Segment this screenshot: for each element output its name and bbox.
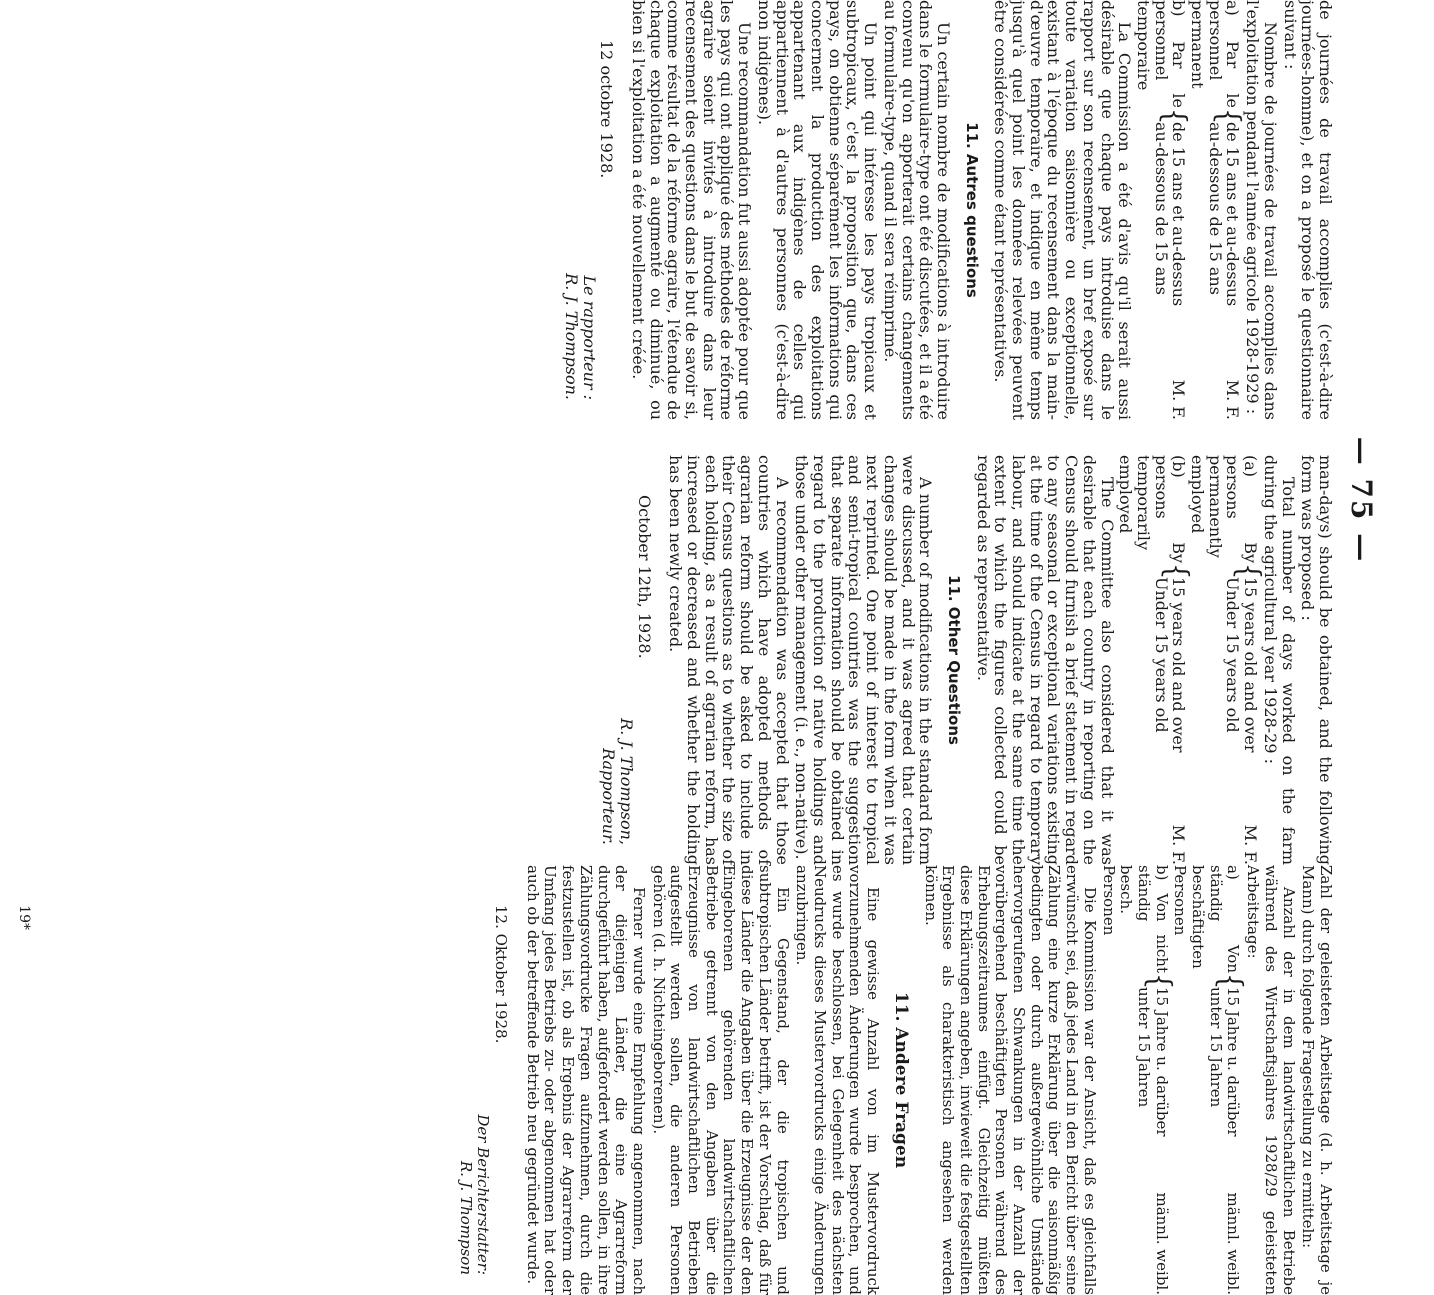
de-form-item-b: b) Von nicht ständig besch. Personen { 15 Jahre u. darüber männl. weibl. unter 15 Jahren	[1099, 865, 1177, 1295]
fr-section-heading: 11. Autres questions	[962, 122, 981, 298]
de-paragraph: Ein Gegenstand, der die tropischen und subtropischen Länder betrifft, ist der Vorschlag, daß für diese Länder die Angaben über die Erzeugnisse der den Eingeborenen gehörenden landwirtschaftlichen Betriebe getrennt von den Angaben über die Erzeugnisse von landwirtschaftlichen Betrieben aufgestellt werden sollen, die anderen Personen gehören (d. h. Nichteingeborenen).	[649, 865, 792, 1295]
english-column	[600, 455, 1334, 865]
fr-paragraph: Nombre de journées de travail accomplies dans l'exploitation pendant l'année agricole 1928-1929 :	[1243, 0, 1280, 420]
fr-paragraph: Une recommandation fut aussi adoptée pour que les pays qui ont appliqué des méthodes de réforme agraire soient invités à introduire dans leur recensement des questions dans le but de savoir si, comme résultat de la réforme agraire, l'étendue de chaque exploitation a augmenté ou diminué, ou bien si l'exploitation a été nouvellement créée.	[628, 0, 755, 420]
en-section-heading: 11. Other Questions	[944, 575, 963, 745]
de-form-item-a: a) Von ständig beschäftigten Personen { 15 Jahre u. darüber männl. weibl. unter 15 Jahren	[1171, 865, 1249, 1295]
fr-signature: 12 octobre 1928. Le rapporteur : R. J. Thompson.	[561, 40, 617, 400]
de-section-heading: 11. Andere Fragen	[890, 991, 911, 1169]
german-column	[456, 865, 1334, 1295]
en-form-item-b: (b) By persons temporarily employed { 15 years old and over M. F. Under 15 years old	[1116, 455, 1195, 865]
de-signature: 12. Oktober 1928. Der Berichterstatter: R. J. Thompson	[456, 905, 511, 1275]
de-paragraph: Ferner wurde eine Empfehlung angenommen, nach der diejenigen Länder, die eine Agrarreform durchgeführt haben, aufgefordert werden sollen, in ihre Zählungsvordrucke Fragen aufzunehmen, durch die festzustellen ist, ob als Ergebnis der Agrarreform der Umfang jedes Betriebs zu- oder abgenommen hat oder auch ob der betreffende Betrieb neu gegründet wurde.	[523, 865, 648, 1295]
fr-paragraph: de journées de travail accomplies (c'est-à-dire journées-homme), et on a proposé le questionnaire suivant :	[1280, 0, 1335, 420]
fr-paragraph: Un point qui intéresse les pays tropicaux et subtropicaux, c'est la proposition que, dans ces pays, on obtienne séparément les informations qui concernent la production des exploitations appartenant aux indigènes de celles qui appartiennent à d'autres personnes (c'est-à-dire non indigènes).	[754, 0, 881, 420]
fr-paragraph: La Commission a été d'avis qu'il serait aussi désirable que chaque pays introduise dans le rapport sur son recensement, un bref exposé sur toute variation saisonnière ou exceptionnelle, existant à l'époque du recensement dans la main-d'œuvre temporaire, et indique en même temps jusqu'à quel point les données relevées peuvent être considérées comme étant représentatives.	[991, 0, 1135, 420]
fr-form-item-a: a) Par le personnel permanent { de 15 ans et au-dessus M. F. au-dessous de 15 ans	[1188, 0, 1247, 420]
de-paragraph: Anzahl der in dem landwirtschaftlichen Betriebe während des Wirtschaftsjahres 1928/29 geleisteten Arbeitstage:	[1244, 865, 1298, 1295]
fr-form-item-b: b) Par le personnel temporaire { de 15 ans et au-dessus M. F. au-dessous de 15 ans	[1133, 0, 1193, 420]
en-paragraph: A number of modifications in the standard form were discussed, and it was agreed that certain changes should be made in the form when it was next reprinted. One point of interest to tropical and semi-tropical countries was the suggestion that separate information should be obtained in regard to the production of native holdings and those under other management (i. e., non-native).	[792, 455, 936, 865]
de-paragraph: Eine gewisse Anzahl von im Mustervordruck vorzunehmenden Änderungen wurde besprochen, und es wurde beschlossen, bei Gelegenheit des nächsten Neudrucks dieses Mustervordrucks einige Änderungen anzubringen.	[793, 865, 883, 1295]
en-form-item-a: (a) By persons permanently employed { 15 years old and over M. F. Under 15 years old	[1188, 455, 1267, 865]
de-paragraph: Die Kommission war der Ansicht, daß es gleichfalls erwünscht sei, daß jedes Land in den Bericht über seine Zählung eine kurze Erklärung über die saisonmäßig bedingten oder durch außergewöhnliche Umstände hervorgerufenen Schwankungen in der Anzahl der vorübergehend beschäftigten Personen während des Erhebungszeitraumes einfügt. Gleichzeitig müßten diese Erklärungen angeben, inwieweit die festgestellten Ergebnisse als charakteristisch angesehen werden können.	[921, 865, 1099, 1295]
sheet-mark: 19*	[16, 905, 32, 930]
en-paragraph: man-days) should be obtained, and the following form was proposed :	[1298, 455, 1335, 865]
en-signature: October 12th, 1928. R. J. Thompson, Rapporteur.	[599, 495, 654, 845]
de-paragraph: Zahl der geleisteten Arbeitstage (d. h. Arbeitstage je Mann) durch folgende Fragestellung zu ermitteln:	[1299, 865, 1335, 1295]
en-paragraph: A recommendation was accepted that those countries which have adopted methods of agrarian reform should be asked to include in their Census questions as to whether the size of each holding, as a result of agrarian reform, has increased or decreased and whether the holding has been newly created.	[666, 455, 792, 865]
en-paragraph: Total number of days worked on the farm during the agricultural year 1928-29 :	[1260, 455, 1298, 865]
french-column	[562, 0, 1334, 420]
fr-paragraph: Un certain nombre de modifications à introduire dans le formulaire-type ont été discutées, et il a été convenu qu'on apporterait certains changements au formulaire-type, quand il sera réimprimé.	[880, 0, 953, 420]
page-number: — 75 —	[1345, 436, 1378, 564]
en-paragraph: The Committee also considered that it was desirable that each country in reporting on the Census should furnish a brief statement in regard to any seasonal or exceptional variations existing at the time of the Census in regard to temporary labour, and should indicate at the same time the extent to which the figures collected could be regarded as representative.	[973, 455, 1117, 865]
